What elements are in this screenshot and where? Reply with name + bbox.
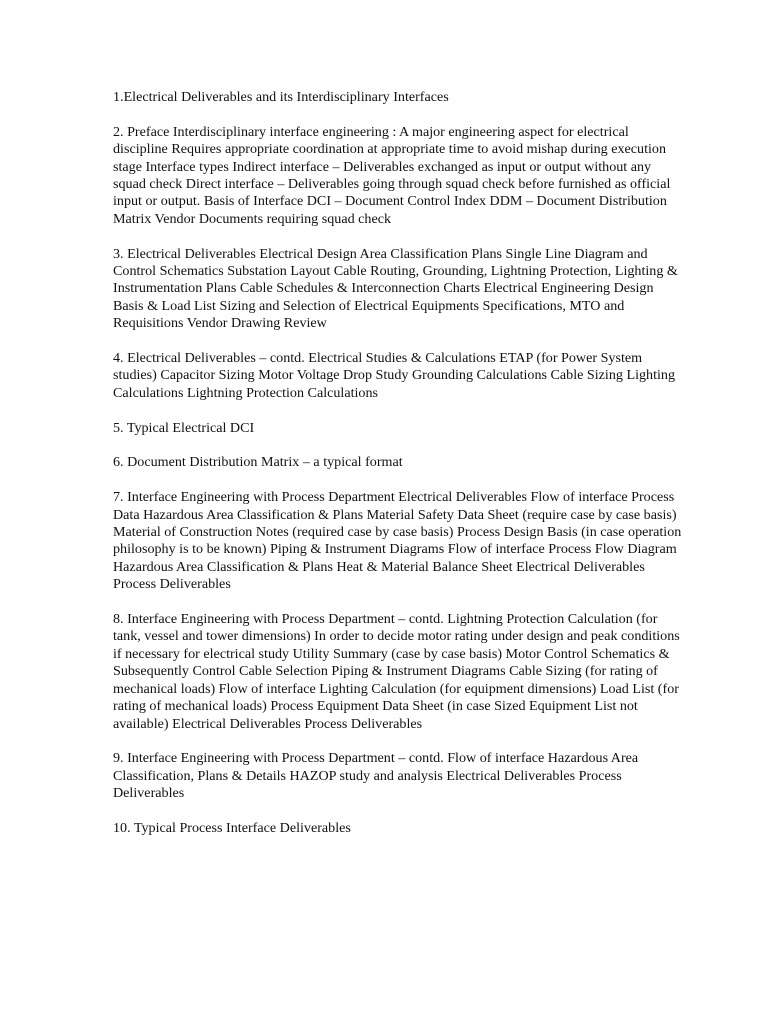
paragraph-3: 3. Electrical Deliverables Electrical Design Area Classification Plans Single Line Diagram and Control Schematics Substation Layout Cable Routing, Grounding, Lightning Protection, Lighting & Instrumentation Plans Cable Schedules & Interconnection Charts Electrical Engineering Design Basis & Load List Sizing and Selection of Electrical Equipments Specifications, MTO and Requisitions Vendor Drawing Review [113,245,678,332]
paragraph-9: 9. Interface Engineering with Process Department – contd. Flow of interface Hazardous Area Classification, Plans & Details HAZOP study and analysis Electrical Deliverables Process Deliverables [113,750,639,802]
document-body [113,89,685,855]
paragraph-5: 5. Typical Electrical DCI [113,419,255,436]
paragraph-8: 8. Interface Engineering with Process Department – contd. Lightning Protection Calculation (for tank, vessel and tower dimensions) In order to decide motor rating under design and peak conditions if necessary for electrical study Utility Summary (case by case basis) Motor Control Schematics & Subsequently Control Cable Selection Piping & Instrument Diagrams Cable Sizing (for rating of mechanical loads) Flow of interface Lighting Calculation (for equipment dimensions) Load List (for rating of mechanical loads) Process Equipment Data Sheet (in case Sized Equipment List not available) Electrical Deliverables Process Deliverables [113,611,680,732]
paragraph-10: 10. Typical Process Interface Deliverables [113,819,351,836]
paragraph-4: 4. Electrical Deliverables – contd. Electrical Studies & Calculations ETAP (for Power System studies) Capacitor Sizing Motor Voltage Drop Study Grounding Calculations Cable Sizing Lighting Calculations Lightning Protection Calculations [113,350,676,401]
paragraph-1: 1.Electrical Deliverables and its Interdisciplinary Interfaces [113,89,449,105]
paragraph-6: 6. Document Distribution Matrix – a typical format [113,454,403,471]
paragraph-2: 2. Preface Interdisciplinary interface engineering : A major engineering aspect for electrical discipline Requires appropriate coordination at appropriate time to avoid mishap during execution stage Interface types Indirect interface – Deliverables exchanged as input or output without any squad check Direct interface – Deliverables going through squad check before furnished as official input or output. Basis of Interface DCI – Document Control Index DDM – Document Distribution Matrix Vendor Documents requiring squad check [113,123,671,227]
paragraph-7: 7. Interface Engineering with Process Department Electrical Deliverables Flow of interface Process Data Hazardous Area Classification & Plans Material Safety Data Sheet (require case by case basis) Material of Construction Notes (required case by case basis) Process Design Basis (in case operation philosophy is to be known) Piping & Instrument Diagrams Flow of interface Process Flow Diagram Hazardous Area Classification & Plans Heat & Material Balance Sheet Electrical Deliverables Process Deliverables [113,489,682,593]
